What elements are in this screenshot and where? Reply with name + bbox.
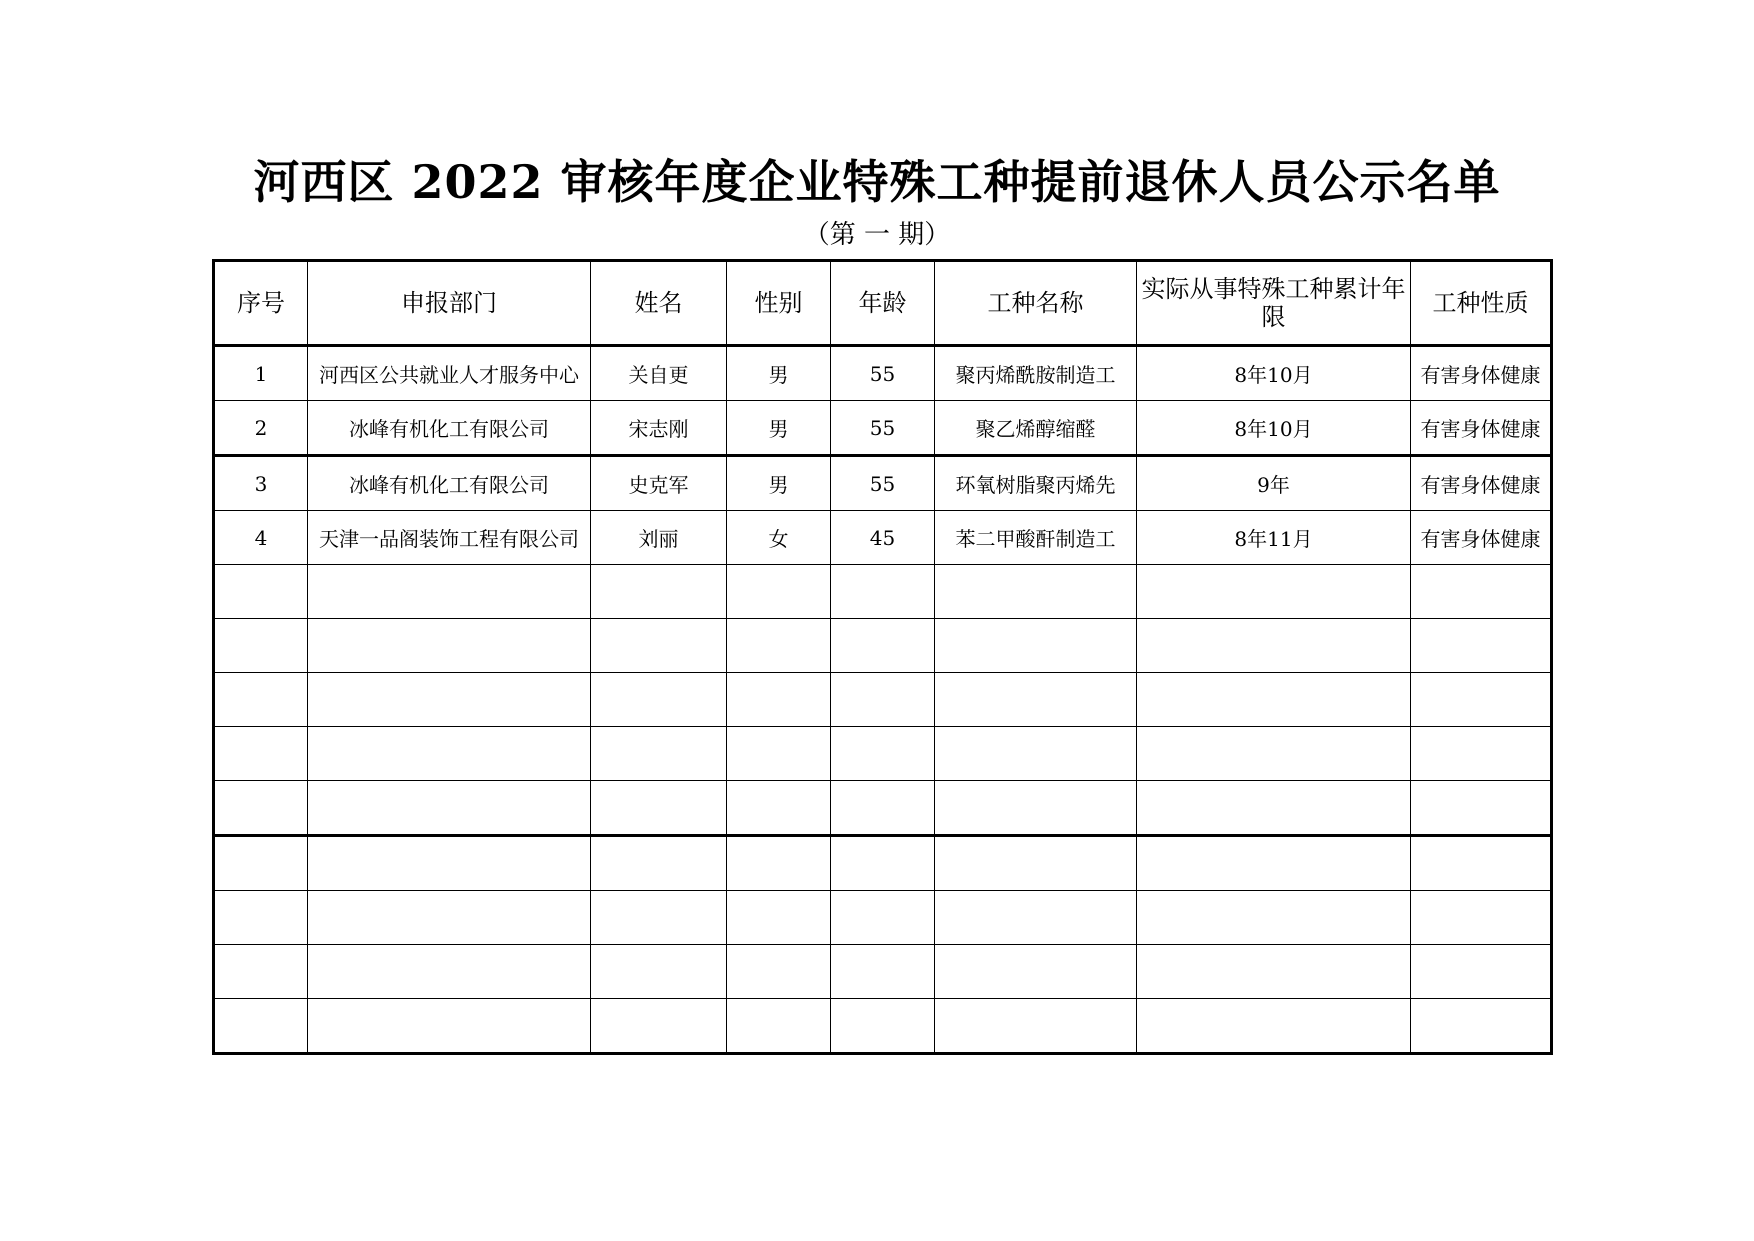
header-serial-number: 序号	[214, 261, 308, 346]
cell-name	[591, 673, 727, 727]
cell-age: 45	[831, 511, 935, 565]
cell-gender	[727, 619, 831, 673]
cell-department: 天津一品阁装饰工程有限公司	[308, 511, 591, 565]
cell-work-years: 9年	[1137, 456, 1411, 511]
cell-age	[831, 836, 935, 891]
table-row	[214, 456, 1552, 511]
cell-job-type	[935, 836, 1137, 891]
cell-job-nature	[1411, 836, 1552, 891]
table-row	[214, 836, 1552, 891]
cell-serial-number	[214, 565, 308, 619]
cell-serial-number	[214, 673, 308, 727]
cell-department	[308, 836, 591, 891]
cell-job-nature: 有害身体健康	[1411, 511, 1552, 565]
table-row	[214, 619, 1552, 673]
table-row	[214, 346, 1552, 401]
header-job-type: 工种名称	[935, 261, 1137, 346]
header-job-nature: 工种性质	[1411, 261, 1552, 346]
cell-department	[308, 727, 591, 781]
page-title: 河西区 2022 审核年度企业特殊工种提前退休人员公示名单	[253, 155, 1501, 209]
cell-job-type: 聚乙烯醇缩醛	[935, 401, 1137, 456]
cell-work-years	[1137, 999, 1411, 1054]
cell-name	[591, 891, 727, 945]
cell-work-years	[1137, 945, 1411, 999]
cell-age: 55	[831, 346, 935, 401]
cell-job-nature: 有害身体健康	[1411, 346, 1552, 401]
cell-serial-number: 2	[214, 401, 308, 456]
table-row	[214, 727, 1552, 781]
cell-age	[831, 891, 935, 945]
cell-work-years	[1137, 565, 1411, 619]
cell-department	[308, 891, 591, 945]
cell-serial-number	[214, 891, 308, 945]
cell-work-years: 8年10月	[1137, 346, 1411, 401]
cell-department	[308, 673, 591, 727]
cell-gender: 男	[727, 456, 831, 511]
cell-job-type: 聚丙烯酰胺制造工	[935, 346, 1137, 401]
cell-name: 史克军	[591, 456, 727, 511]
cell-name	[591, 781, 727, 836]
cell-gender	[727, 891, 831, 945]
cell-work-years	[1137, 781, 1411, 836]
cell-job-type: 苯二甲酸酐制造工	[935, 511, 1137, 565]
cell-job-type	[935, 565, 1137, 619]
cell-serial-number: 1	[214, 346, 308, 401]
cell-serial-number	[214, 781, 308, 836]
cell-age: 55	[831, 456, 935, 511]
cell-name	[591, 999, 727, 1054]
cell-job-nature	[1411, 727, 1552, 781]
cell-name	[591, 619, 727, 673]
cell-job-type	[935, 727, 1137, 781]
cell-serial-number: 3	[214, 456, 308, 511]
table-body	[214, 346, 1552, 1054]
cell-age	[831, 727, 935, 781]
cell-work-years	[1137, 619, 1411, 673]
header-name: 姓名	[591, 261, 727, 346]
table-row	[214, 511, 1552, 565]
cell-job-type	[935, 945, 1137, 999]
cell-serial-number	[214, 727, 308, 781]
cell-work-years	[1137, 727, 1411, 781]
cell-name: 宋志刚	[591, 401, 727, 456]
cell-work-years: 8年11月	[1137, 511, 1411, 565]
cell-age	[831, 945, 935, 999]
cell-name: 关自更	[591, 346, 727, 401]
cell-age	[831, 565, 935, 619]
cell-job-type	[935, 673, 1137, 727]
cell-name	[591, 727, 727, 781]
cell-name	[591, 565, 727, 619]
cell-gender: 女	[727, 511, 831, 565]
cell-serial-number	[214, 619, 308, 673]
page-subtitle: （第 一 期）	[803, 220, 951, 250]
cell-job-nature	[1411, 945, 1552, 999]
cell-name	[591, 836, 727, 891]
cell-job-type: 环氧树脂聚丙烯先	[935, 456, 1137, 511]
table-row	[214, 999, 1552, 1054]
cell-gender	[727, 999, 831, 1054]
cell-department: 冰峰有机化工有限公司	[308, 456, 591, 511]
cell-age	[831, 673, 935, 727]
table-row	[214, 945, 1552, 999]
cell-serial-number	[214, 999, 308, 1054]
cell-job-nature	[1411, 619, 1552, 673]
cell-serial-number: 4	[214, 511, 308, 565]
cell-job-nature	[1411, 781, 1552, 836]
cell-gender	[727, 781, 831, 836]
header-gender: 性别	[727, 261, 831, 346]
header-age: 年龄	[831, 261, 935, 346]
cell-job-nature	[1411, 565, 1552, 619]
table-row	[214, 401, 1552, 456]
cell-department: 河西区公共就业人才服务中心	[308, 346, 591, 401]
cell-name	[591, 945, 727, 999]
cell-work-years	[1137, 891, 1411, 945]
table-row	[214, 891, 1552, 945]
cell-gender	[727, 727, 831, 781]
cell-age	[831, 781, 935, 836]
header-department: 申报部门	[308, 261, 591, 346]
cell-job-type	[935, 619, 1137, 673]
cell-job-nature: 有害身体健康	[1411, 456, 1552, 511]
cell-gender	[727, 673, 831, 727]
retirement-roster-table	[212, 259, 1553, 1055]
cell-department	[308, 565, 591, 619]
cell-age	[831, 999, 935, 1054]
cell-department	[308, 781, 591, 836]
cell-gender: 男	[727, 346, 831, 401]
cell-job-type	[935, 891, 1137, 945]
table-row	[214, 781, 1552, 836]
cell-serial-number	[214, 945, 308, 999]
cell-gender: 男	[727, 401, 831, 456]
table-row	[214, 673, 1552, 727]
cell-department	[308, 619, 591, 673]
cell-department	[308, 945, 591, 999]
cell-job-nature	[1411, 673, 1552, 727]
cell-serial-number	[214, 836, 308, 891]
table-row	[214, 565, 1552, 619]
cell-job-nature: 有害身体健康	[1411, 401, 1552, 456]
cell-work-years: 8年10月	[1137, 401, 1411, 456]
cell-gender	[727, 945, 831, 999]
cell-work-years	[1137, 836, 1411, 891]
cell-gender	[727, 836, 831, 891]
header-work-years: 实际从事特殊工种累计年限	[1137, 261, 1411, 346]
cell-age: 55	[831, 401, 935, 456]
cell-department	[308, 999, 591, 1054]
cell-job-type	[935, 781, 1137, 836]
cell-name: 刘丽	[591, 511, 727, 565]
cell-gender	[727, 565, 831, 619]
cell-age	[831, 619, 935, 673]
table-header-row	[214, 261, 1552, 346]
cell-department: 冰峰有机化工有限公司	[308, 401, 591, 456]
cell-job-type	[935, 999, 1137, 1054]
cell-job-nature	[1411, 891, 1552, 945]
cell-job-nature	[1411, 999, 1552, 1054]
cell-work-years	[1137, 673, 1411, 727]
